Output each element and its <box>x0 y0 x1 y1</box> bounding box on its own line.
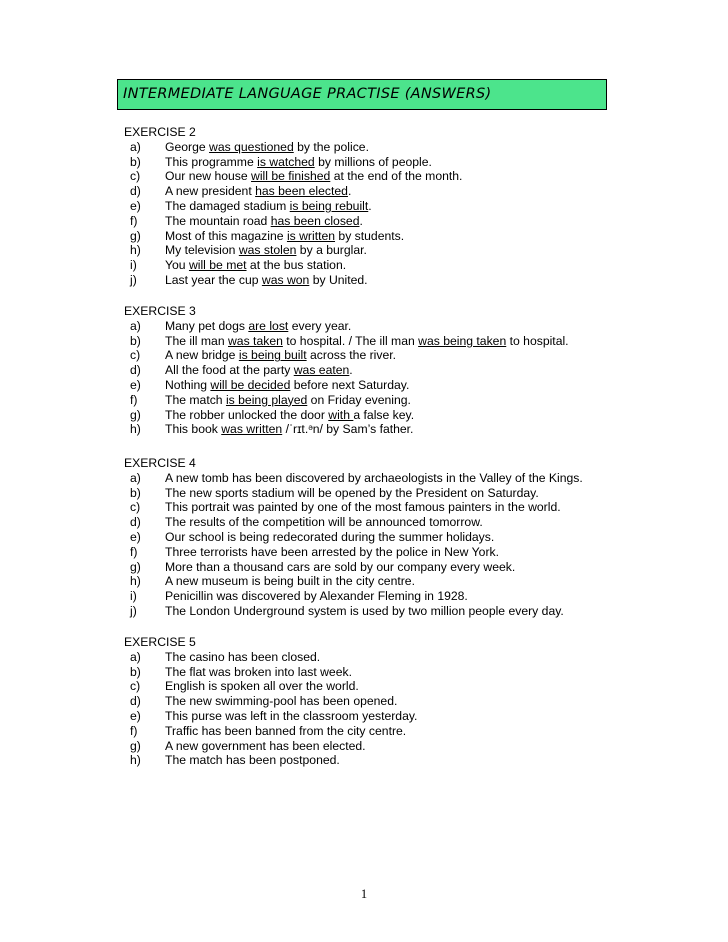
underlined-answer: is watched <box>257 154 315 169</box>
document-title: INTERMEDIATE LANGUAGE PRACTISE (ANSWERS) <box>123 86 492 102</box>
item-letter: h) <box>130 574 141 589</box>
item-letter: c) <box>130 348 141 363</box>
item-letter: i) <box>130 258 137 273</box>
underlined-answer: was written <box>221 422 283 437</box>
answer-item <box>124 589 468 604</box>
item-sentence <box>165 530 494 545</box>
sentence-text: A new tomb has been discovered by archaeologists in the Valley of the Kings. <box>165 470 583 485</box>
exercise-5-section <box>124 635 418 768</box>
item-sentence <box>165 258 346 273</box>
item-letter: g) <box>130 407 141 422</box>
underlined-answer: was eaten <box>293 363 350 378</box>
item-sentence <box>165 471 583 486</box>
answer-item <box>124 363 353 378</box>
exercise-4-section <box>124 456 583 619</box>
answer-item <box>124 198 372 214</box>
answer-item <box>124 723 407 739</box>
item-letter: g) <box>130 559 141 574</box>
item-letter: h) <box>130 243 141 258</box>
answer-item <box>124 422 414 437</box>
sentence-text: A new government has been elected. <box>165 738 366 753</box>
sentence-text: The match <box>165 392 226 407</box>
sentence-text: Most of this magazine <box>165 228 287 243</box>
item-sentence <box>165 679 359 694</box>
sentence-text: by millions of people. <box>314 154 432 169</box>
answer-item <box>124 649 321 665</box>
item-sentence <box>165 169 462 184</box>
answer-item <box>124 213 363 229</box>
sentence-text: George <box>165 139 210 154</box>
answer-item <box>124 679 359 694</box>
item-sentence <box>165 589 468 604</box>
item-sentence <box>165 363 353 378</box>
item-sentence <box>165 378 409 393</box>
sentence-text: The damaged stadium <box>165 198 290 213</box>
sentence-text: The ill man <box>165 333 228 348</box>
item-sentence <box>165 604 564 619</box>
sentence-text: The flat was broken into last week. <box>165 664 352 679</box>
answer-item <box>124 603 564 619</box>
page-number: 1 <box>360 887 368 901</box>
sentence-text: Penicillin was discovered by Alexander Fleming in 1928. <box>165 589 468 604</box>
sentence-text: to hospital. / The ill man <box>282 333 419 348</box>
sentence-text: by the police. <box>293 139 369 154</box>
answer-item <box>124 529 495 545</box>
underlined-answer: was taken <box>228 333 283 348</box>
item-letter: f) <box>130 544 138 559</box>
item-sentence <box>165 422 413 437</box>
underlined-answer: was stolen <box>238 243 297 258</box>
underlined-answer: are lost <box>248 318 289 333</box>
answer-item <box>124 500 561 515</box>
answer-item <box>124 574 415 589</box>
sentence-text: The new swimming-pool has been opened. <box>165 694 398 709</box>
item-sentence <box>165 665 352 680</box>
item-letter: h) <box>130 753 141 768</box>
sentence-text: The robber unlocked the door <box>165 407 329 422</box>
sentence-text: The London Underground system is used by two million people every day. <box>165 603 564 618</box>
sentence-text: This programme <box>165 154 258 169</box>
sentence-text: . <box>359 213 363 228</box>
item-letter: g) <box>130 228 141 243</box>
sentence-text: The mountain road <box>165 213 271 228</box>
sentence-text: by students. <box>335 228 405 243</box>
item-sentence <box>165 650 320 665</box>
answer-item <box>124 243 367 258</box>
answer-item <box>124 228 405 244</box>
underlined-answer: will be decided <box>210 377 291 392</box>
sentence-text: The match has been postponed. <box>165 753 340 768</box>
item-letter: a) <box>130 139 141 154</box>
exercise-heading: EXERCISE 3 <box>124 304 196 318</box>
sentence-text: All the food at the party <box>165 363 294 378</box>
answer-item <box>124 664 352 680</box>
item-letter: b) <box>130 154 141 169</box>
answer-item <box>124 333 569 349</box>
item-sentence <box>165 694 397 709</box>
sentence-text: at the bus station. <box>246 258 347 273</box>
sentence-text: This portrait was painted by one of the most famous painters in the world. <box>165 500 561 515</box>
sentence-text: Nothing <box>165 377 211 392</box>
item-sentence <box>165 229 404 244</box>
item-letter: e) <box>130 529 141 544</box>
item-letter: a) <box>130 649 141 664</box>
item-letter: d) <box>130 363 141 378</box>
title-banner <box>117 79 607 110</box>
underlined-answer: has been elected <box>255 184 348 199</box>
sentence-text: The new sports stadium will be opened by the President on Saturday. <box>165 485 539 500</box>
item-letter: h) <box>130 422 141 437</box>
sentence-text: My television <box>165 243 239 258</box>
item-sentence <box>165 574 415 589</box>
sentence-text: Our school is being redecorated during the summer holidays. <box>165 529 495 544</box>
sentence-text: Many pet dogs <box>165 318 249 333</box>
item-letter: a) <box>130 318 141 333</box>
sentence-text: . <box>368 198 372 213</box>
underlined-answer: is being rebuilt <box>289 198 369 213</box>
sentence-text: This book <box>165 422 222 437</box>
sentence-text: More than a thousand cars are sold by our company every week. <box>165 559 516 574</box>
sentence-text: Traffic has been banned from the city centre. <box>165 723 407 738</box>
sentence-text: by a burglar. <box>296 243 367 258</box>
answer-item <box>124 694 398 709</box>
item-letter: c) <box>130 679 141 694</box>
underlined-answer: is being played <box>225 392 308 407</box>
answer-item <box>124 348 397 363</box>
answer-item <box>124 544 499 560</box>
item-letter: f) <box>130 213 138 228</box>
item-sentence <box>165 515 483 530</box>
exercise-heading: EXERCISE 2 <box>124 125 196 139</box>
answer-item <box>124 272 368 288</box>
answer-item <box>124 515 483 530</box>
exercise-heading: EXERCISE 5 <box>124 635 196 649</box>
item-letter: b) <box>130 333 141 348</box>
item-sentence <box>165 319 351 334</box>
sentence-text: . <box>349 363 353 378</box>
sentence-text: before next Saturday. <box>290 377 410 392</box>
sentence-text: at the end of the month. <box>330 169 463 184</box>
item-sentence <box>165 545 499 560</box>
item-sentence <box>165 709 417 724</box>
underlined-answer: is being built <box>238 348 307 363</box>
sentence-text: English is spoken all over the world. <box>165 679 359 694</box>
sentence-text: /ˈrɪt.ᵊn/ by Sam’s father. <box>282 422 414 437</box>
item-letter: g) <box>130 738 141 753</box>
underlined-answer: is written <box>286 228 336 243</box>
item-letter: f) <box>130 392 138 407</box>
item-letter: d) <box>130 184 141 199</box>
item-letter: j) <box>130 272 137 287</box>
item-sentence <box>165 140 369 155</box>
item-sentence <box>165 560 515 575</box>
answer-item <box>124 169 463 184</box>
underlined-answer: will be met <box>188 258 247 273</box>
answer-item <box>124 407 415 423</box>
item-letter: b) <box>130 485 141 500</box>
answer-item <box>124 258 347 273</box>
sentence-text: on Friday evening. <box>307 392 411 407</box>
sentence-text: to hospital. <box>506 333 569 348</box>
sentence-text: A new president <box>165 184 256 199</box>
answer-item <box>124 738 366 754</box>
sentence-text: by United. <box>309 272 368 287</box>
item-sentence <box>165 184 351 199</box>
sentence-text: This purse was left in the classroom yesterday. <box>165 708 418 723</box>
sentence-text: You <box>165 258 189 273</box>
underlined-answer: was being taken <box>418 333 507 348</box>
item-sentence <box>165 214 363 229</box>
item-sentence <box>165 408 414 423</box>
answer-item <box>124 559 516 575</box>
answer-item <box>124 184 352 199</box>
item-sentence <box>165 753 340 768</box>
sentence-text: Three terrorists have been arrested by the police in New York. <box>165 544 499 559</box>
item-letter: j) <box>130 603 137 618</box>
item-sentence <box>165 393 411 408</box>
answer-item <box>124 139 369 155</box>
item-sentence <box>165 486 539 501</box>
sentence-text: The casino has been closed. <box>165 649 321 664</box>
item-letter: c) <box>130 169 141 184</box>
sentence-text: Our new house <box>165 169 252 184</box>
underlined-answer: with <box>328 407 354 422</box>
answer-item <box>124 377 410 393</box>
item-letter: b) <box>130 664 141 679</box>
sentence-text: . <box>347 184 352 199</box>
item-letter: c) <box>130 500 141 515</box>
item-sentence <box>165 348 396 363</box>
sentence-text: Last year the cup <box>165 272 262 287</box>
item-letter: e) <box>130 708 141 723</box>
item-sentence <box>165 739 366 754</box>
item-sentence <box>165 500 561 515</box>
item-sentence <box>165 199 372 214</box>
sentence-text: across the river. <box>306 348 397 363</box>
item-letter: a) <box>130 470 141 485</box>
exercise-3-section <box>124 304 569 437</box>
item-letter: e) <box>130 198 141 213</box>
answer-item <box>124 318 352 334</box>
item-sentence <box>165 155 432 170</box>
sentence-text: A new museum is being built in the city centre. <box>165 574 415 589</box>
exercise-2-section <box>124 125 463 288</box>
item-letter: e) <box>130 377 141 392</box>
item-letter: d) <box>130 515 141 530</box>
item-sentence <box>165 243 367 258</box>
answer-item <box>124 470 583 486</box>
underlined-answer: has been closed <box>270 213 360 228</box>
sentence-text: every year. <box>288 318 352 333</box>
item-sentence <box>165 334 569 349</box>
sentence-text: The results of the competition will be announced tomorrow. <box>165 515 483 530</box>
answer-item <box>124 485 539 501</box>
item-letter: d) <box>130 694 141 709</box>
exercise-heading: EXERCISE 4 <box>124 456 196 470</box>
answer-item <box>124 392 411 408</box>
answer-item <box>124 753 340 768</box>
underlined-answer: will be finished <box>251 169 331 184</box>
answer-item <box>124 708 418 724</box>
underlined-answer: was questioned <box>209 139 294 154</box>
sentence-text: A new bridge <box>165 348 239 363</box>
item-sentence <box>165 273 368 288</box>
underlined-answer: was won <box>261 272 310 287</box>
item-sentence <box>165 724 406 739</box>
item-letter: i) <box>130 589 137 604</box>
sentence-text: a false key. <box>353 407 415 422</box>
answer-item <box>124 154 432 170</box>
item-letter: f) <box>130 723 138 738</box>
